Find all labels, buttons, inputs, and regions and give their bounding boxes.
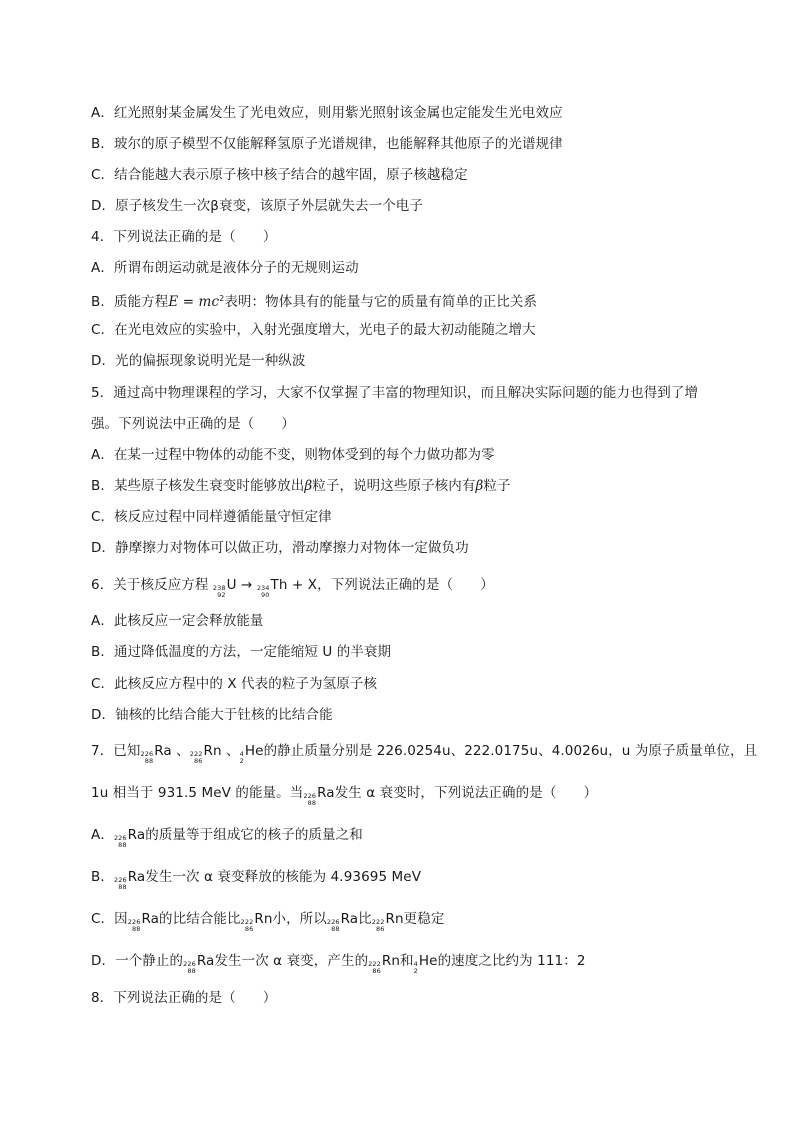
- q7-stem-line2: 1u 相当于 931.5 MeV 的能量。当 226 88 Ra发生 α 衰变时，下列说法正确的是（ ）: [91, 785, 598, 807]
- q3-option-a: A．红光照射某金属发生了光电效应，则用紫光照射该金属也定能发生光电效应: [91, 105, 563, 121]
- q5-option-c: C．核反应过程中同样遵循能量守恒定律: [91, 509, 332, 525]
- q4-stem: 4．下列说法正确的是（ ）: [91, 229, 277, 245]
- q6-option-c: C．此核反应方程中的 X 代表的粒子为氢原子核: [91, 676, 378, 692]
- q6-stem: 6．关于核反应方程 238 92 U → 234 90 Th + X，下列说法正确的是（ ）: [91, 577, 494, 599]
- q7-option-d: D．一个静止的 226 88 Ra发生一次 α 衰变，产生的 222 86 Rn和 4 2 He的速度之比约为 111：2: [91, 953, 586, 975]
- q3-option-c: C．结合能越大表示原子核中核子结合的越牢固，原子核越稳定: [91, 167, 468, 183]
- q5-option-a: A．在某一过程中物体的动能不变，则物体受到的每个力做功都为零: [91, 447, 495, 463]
- nuclide-th234: 234 90 Th: [256, 577, 288, 599]
- q5-stem-line2: 强。下列说法中正确的是（ ）: [91, 416, 295, 432]
- nuclide-ra226: 226 88 Ra: [140, 743, 172, 765]
- q7-option-c: C．因 226 88 Ra的比结合能比 222 86 Rn小，所以 226 88 Ra比 222 86 Rn更稳定: [91, 911, 445, 933]
- q6-option-d: D．铀核的比结合能大于钍核的比结合能: [91, 707, 333, 723]
- q8-stem: 8．下列说法正确的是（ ）: [91, 990, 277, 1006]
- nuclide-u238: 238 92 U: [212, 577, 237, 599]
- q4-option-d: D．光的偏振现象说明光是一种纵波: [91, 353, 306, 369]
- q4-option-a: A．所谓布朗运动就是液体分子的无规则运动: [91, 260, 359, 276]
- q7-option-a: A． 226 88 Ra的质量等于组成它的核子的质量之和: [91, 827, 363, 849]
- q5-option-b: B．某些原子核发生衰变时能够放出β粒子，说明这些原子核内有β粒子: [91, 478, 511, 494]
- nuclide-rn222: 222 86 Rn: [189, 743, 222, 765]
- q4-option-b: B．质能方程$E = mc^2$表明：物体具有的能量与它的质量有简单的正比关系: [91, 294, 538, 310]
- q3-option-b: B．玻尔的原子模型不仅能解释氢原子光谱规律，也能解释其他原子的光谱规律: [91, 136, 563, 152]
- q3-option-d: D．原子核发生一次β衰变，该原子外层就失去一个电子: [91, 198, 424, 214]
- q5-stem-line1: 5．通过高中物理课程的学习，大家不仅掌握了丰富的物理知识，而且解决实际问题的能力也得到了增: [91, 385, 699, 401]
- q7-option-b: B． 226 88 Ra发生一次 α 衰变释放的核能为 4.93695 MeV: [91, 869, 422, 891]
- q4-option-c: C．在光电效应的实验中，入射光强度增大，光电子的最大初动能随之增大: [91, 322, 536, 338]
- q7-stem-line1: 7．已知 226 88 Ra 、 222 86 Rn 、 4 2 He的静止质量分别是 226.0254u、222.0175u、4.0026u，u 为原子质量单位，且: [91, 743, 758, 765]
- q6-option-b: B．通过降低温度的方法，一定能缩短 U 的半衰期: [91, 644, 392, 660]
- q5-option-d: D．静摩擦力对物体可以做正功，滑动摩擦力对物体一定做负功: [91, 540, 469, 556]
- q6-option-a: A．此核反应一定会释放能量: [91, 613, 264, 629]
- nuclide-he4: 4 2 He: [239, 743, 264, 765]
